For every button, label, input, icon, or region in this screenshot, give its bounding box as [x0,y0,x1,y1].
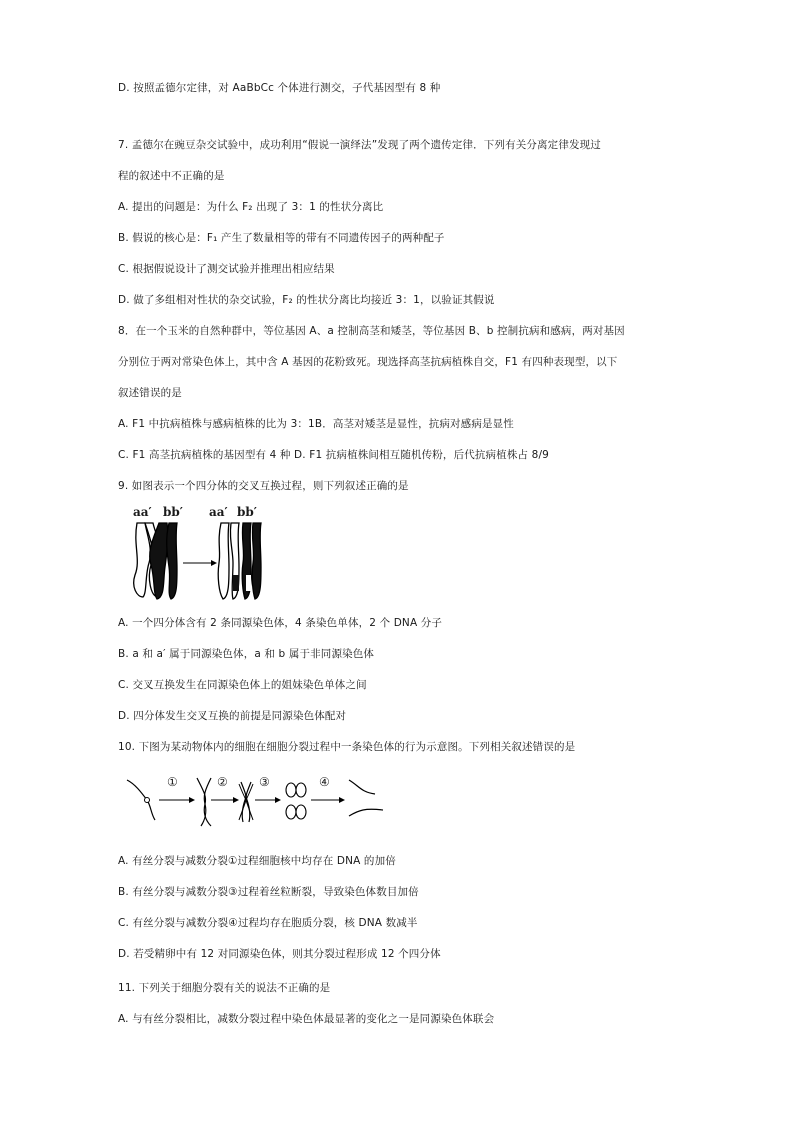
line-21: D. 若受精卵中有 12 对同源染色体，则其分裂过程形成 12 个四分体 [118,948,441,960]
fig9-label-aa-left: aa′ [133,505,152,519]
line-16: D. 四分体发生交叉互换的前提是同源染色体配对 [118,710,347,722]
fig10-step-1: ① [167,775,178,789]
line-15: C. 交叉互换发生在同源染色体上的姐妹染色单体之间 [118,679,367,691]
line-5: C. 根据假说设计了测交试验并推理出相应结果 [118,263,335,275]
fig9-label-bb-left: bb′ [163,505,183,519]
line-9: 叙述错误的是 [118,387,182,399]
fig10-step-4: ④ [319,775,330,789]
line-10: A. F1 中抗病植株与感病植株的比为 3：1B．高茎对矮茎是显性，抗病对感病是显性 [118,418,514,430]
line-8: 分别位于两对常染色体上，其中含 A 基因的花粉致死。现选择高茎抗病植株自交，F1 有四种表现型，以下 [118,356,618,368]
line-0: D. 按照孟德尔定律，对 AaBbCc 个体进行测交，子代基因型有 8 种 [118,82,441,94]
line-18: A. 有丝分裂与减数分裂①过程细胞核中均存在 DNA 的加倍 [118,855,396,867]
fig10-step-2: ② [217,775,228,789]
line-17: 10. 下图为某动物体内的细胞在细胞分裂过程中一条染色体的行为示意图。下列相关叙述错误的是 [118,741,576,753]
line-11: C. F1 高茎抗病植株的基因型有 4 种 D. F1 抗病植株间相互随机传粉，后代抗病植株占 8/9 [118,449,549,461]
line-14: B. a 和 a′ 属于同源染色体，a 和 b 属于非同源染色体 [118,648,375,660]
line-2: 程的叙述中不正确的是 [118,170,225,182]
figure-9-tetrad-crossover [125,505,275,605]
line-3: A. 提出的问题是：为什么 F₂ 出现了 3：1 的性状分离比 [118,201,384,213]
fig9-chromosome-drawing [125,505,275,605]
line-7: 8．在一个玉米的自然种群中，等位基因 A、a 控制高茎和矮茎，等位基因 B、b 控制抗病和感病，两对基因 [118,325,625,337]
line-12: 9. 如图表示一个四分体的交叉互换过程，则下列叙述正确的是 [118,480,409,492]
line-23: A. 与有丝分裂相比，减数分裂过程中染色体最显著的变化之一是同源染色体联会 [118,1013,495,1025]
line-19: B. 有丝分裂与减数分裂③过程着丝粒断裂，导致染色体数目加倍 [118,886,419,898]
figure-10-chromosome-behavior [125,770,395,830]
line-1: 7. 孟德尔在豌豆杂交试验中，成功利用“假说一演绎法”发现了两个遗传定律．下列有关分离定律发现过 [118,139,601,151]
fig9-label-aa-right: aa′ [209,505,228,519]
fig10-step-3: ③ [259,775,270,789]
line-6: D. 做了多组相对性状的杂交试验，F₂ 的性状分离比均接近 3：1，以验证其假说 [118,294,495,306]
line-4: B. 假说的核心是：F₁ 产生了数量相等的带有不同遗传因子的两种配子 [118,232,445,244]
fig9-label-bb-right: bb′ [237,505,257,519]
line-22: 11. 下列关于细胞分裂有关的说法不正确的是 [118,982,331,994]
line-20: C. 有丝分裂与减数分裂④过程均存在胞质分裂，核 DNA 数减半 [118,917,418,929]
line-13: A. 一个四分体含有 2 条同源染色体，4 条染色单体，2 个 DNA 分子 [118,617,443,629]
